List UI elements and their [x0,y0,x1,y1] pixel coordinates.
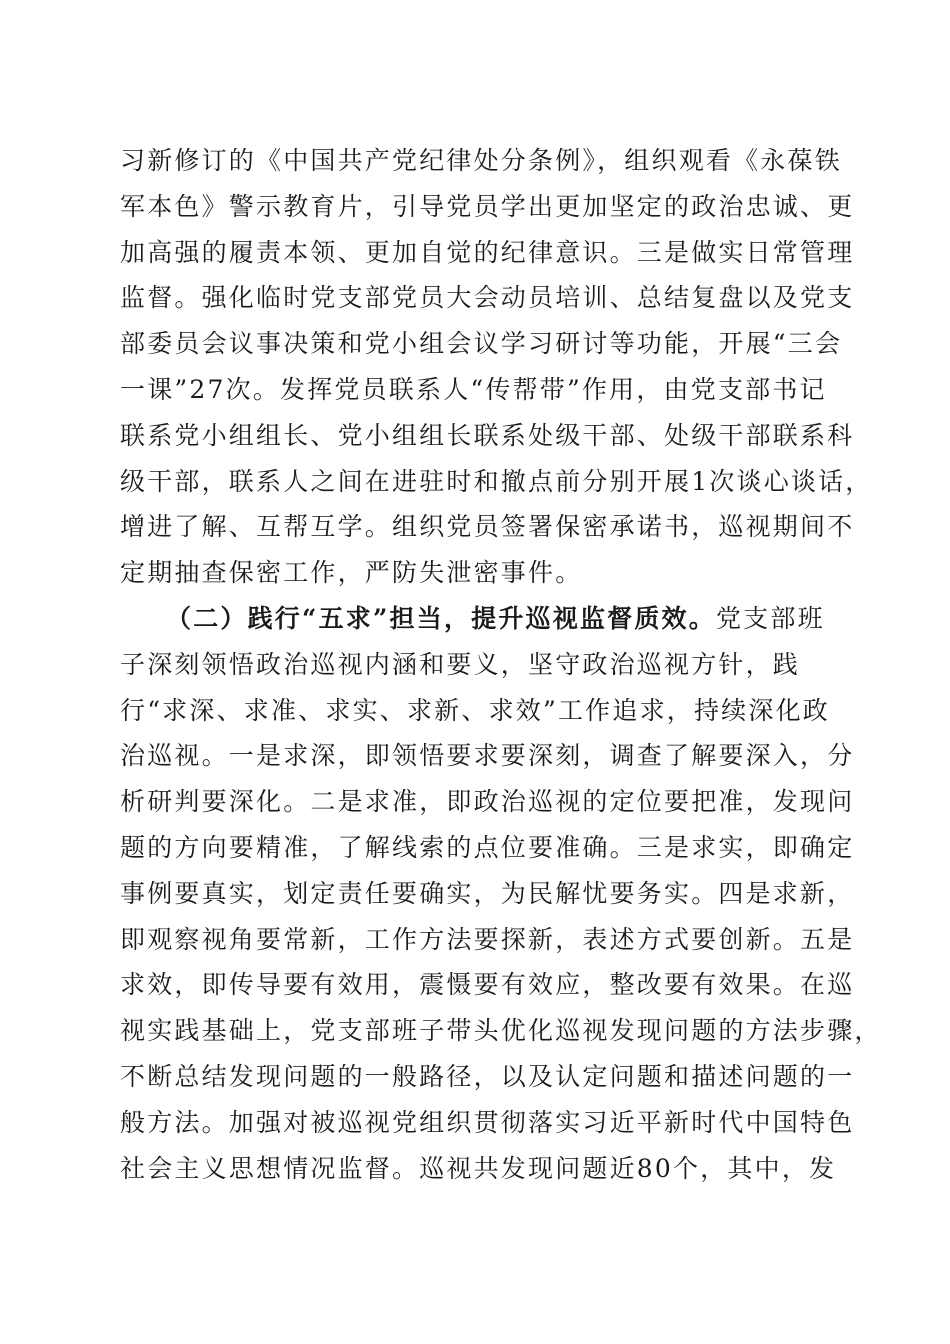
paragraph-2-first-line [120,596,840,642]
text-line: 般方法。加强对被巡视党组织贯彻落实习近平新时代中国特色 [120,1107,855,1137]
text-line: 社会主义思想情况监督。巡视共发现问题近80个，其中，发 [120,1153,837,1183]
text-line: 定期抽查保密工作，严防失泄密事件。 [120,558,583,588]
text-line: 加高强的履责本领、更加自觉的纪律意识。三是做实日常管理 [120,237,855,267]
text-line: 增进了解、互帮互学。组织党员签署保密承诺书，巡视期间不 [120,512,855,542]
text-line: 一课”27次。发挥党员联系人“传帮带”作用，由党支部书记 [120,374,827,404]
text-line: 事例要真实，划定责任要确实，为民解忧要务实。四是求新， [120,878,855,908]
text-line: 视实践基础上，党支部班子带头优化巡视发现问题的方法步骤， [120,1016,882,1046]
text-line: 监督。强化临时党支部党员大会动员培训、总结复盘以及党支 [120,283,855,313]
text-line: 联系党小组组长、党小组组长联系处级干部、处级干部联系科 [120,420,855,450]
section-heading: （二）践行“五求”担当，提升巡视监督质效。 [166,603,716,633]
text-line: 题的方向要精准，了解线索的点位要准确。三是求实，即确定 [120,832,855,862]
text-line: 析研判要深化。二是求准，即政治巡视的定位要把准，发现问 [120,787,855,817]
text-line: 习新修订的《中国共产党纪律处分条例》，组织观看《永葆铁 [120,146,842,175]
text-line: 行“求深、求准、求实、求新、求效”工作追求，持续深化政 [120,695,830,725]
text-line: 即观察视角要常新，工作方法要探新，表述方式要创新。五是 [120,924,855,954]
text-line: 军本色》警示教育片，引导党员学出更加坚定的政治忠诚、更 [120,191,855,221]
document-body [120,138,882,1191]
text-line: 不断总结发现问题的一般路径，以及认定问题和描述问题的一 [120,1061,855,1091]
text-line: 部委员会议事决策和党小组会议学习研讨等功能，开展“三会 [120,329,843,359]
text-line: 子深刻领悟政治巡视内涵和要义，坚守政治巡视方针，践 [120,649,801,679]
text-line: 级干部，联系人之间在进驻时和撤点前分别开展1次谈心谈话， [120,466,873,496]
text-line: 求效，即传导要有效用，震慑要有效应，整改要有效果。在巡 [120,970,855,1000]
text-run: 党支部班 [715,603,825,633]
text-line: 治巡视。一是求深，即领悟要求要深刻，调查了解要深入，分 [120,741,855,771]
